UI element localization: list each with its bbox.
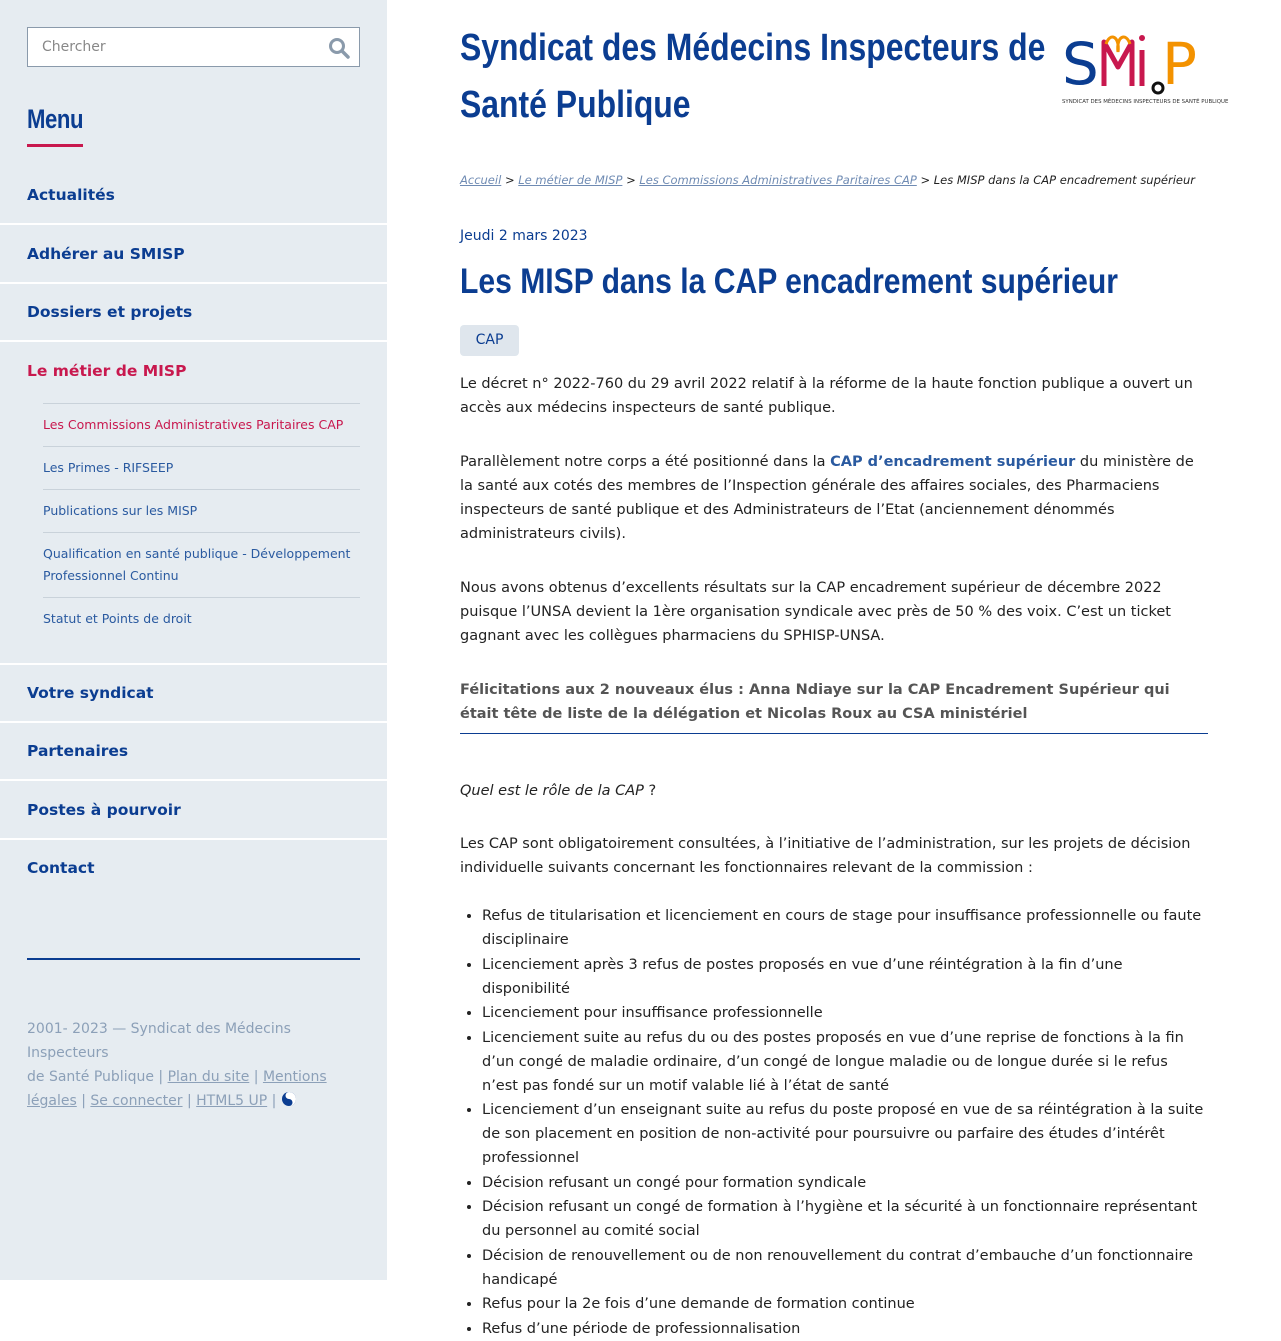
- paragraph: [460, 450, 1208, 546]
- svg-text:P: P: [1162, 30, 1197, 98]
- breadcrumb-home[interactable]: Accueil: [460, 173, 502, 187]
- footer-separator: |: [81, 1093, 86, 1109]
- spip-icon[interactable]: [281, 1091, 297, 1107]
- question-paragraph: [460, 779, 1208, 803]
- nav-item-partenaires[interactable]: [0, 723, 387, 781]
- search-input[interactable]: [28, 28, 308, 66]
- footer-link-mentions[interactable]: Mentions légales: [27, 1069, 327, 1109]
- nav-item-label: Dossiers et projets: [27, 303, 193, 321]
- breadcrumb-separator: >: [920, 173, 931, 187]
- list-item: • Refus pour la 2e fois d’une demande de formation continue: [482, 1292, 1208, 1316]
- question-mark: ?: [643, 783, 657, 799]
- paragraph: Les CAP sont obligatoirement consultées, à l’initiative de l’administration, sur les projets de décision individuelle suivants concernant les fonctionnaires relevant de la commission :: [460, 836, 1191, 876]
- subnav-item-cap[interactable]: Les Commissions Administratives Paritaires CAP: [43, 403, 360, 446]
- list-item: • Licenciement pour insuffisance professionnelle: [482, 1001, 1208, 1025]
- nav-item-postes[interactable]: [0, 782, 387, 840]
- footer-separator: |: [271, 1093, 277, 1109]
- footer-link-plan[interactable]: Plan du site: [167, 1069, 250, 1085]
- footer-copyright: 2001- 2023 — Syndicat des Médecins Inspecteurs: [27, 1021, 291, 1061]
- list-item: • Refus de titularisation et licenciement en cours de stage pour insuffisance professionnelle ou faute disciplinaire: [482, 904, 1208, 952]
- subnav-item-qualification[interactable]: Qualification en santé publique - Développement Professionnel Continu: [43, 532, 360, 597]
- question-text: Quel est le rôle de la CAP: [460, 783, 644, 799]
- paragraph-text: Parallèlement notre corps a été positionné dans la: [460, 454, 831, 470]
- nav-item-label: Votre syndicat: [27, 684, 154, 702]
- nav-item-label: Le métier de MISP: [27, 362, 187, 380]
- list-item: • Licenciement après 3 refus de postes proposés en vue d’une réintégration à la fin d’une disponibilité: [482, 953, 1208, 1001]
- list-item: • Licenciement d’un enseignant suite au refus du poste proposé en vue de sa réintégration à la suite de son placement en position de non-activité pour poursuivre ou parfaire des études d’intérêt professionnel: [482, 1098, 1208, 1170]
- list-item: • Décision refusant un congé de formation à l’hygiène et la sécurité à un fonctionnaire représentant du personnel au comité social: [482, 1195, 1208, 1243]
- footer-separator: |: [186, 1093, 192, 1109]
- decision-list: [482, 904, 1208, 1341]
- smisp-logo[interactable]: [1060, 22, 1229, 108]
- search-icon[interactable]: [327, 36, 351, 60]
- list-item: • Refus d’une période de professionnalisation: [482, 1317, 1208, 1341]
- nav-item-contact[interactable]: [0, 840, 387, 898]
- list-item: • Décision de renouvellement ou de non renouvellement du contrat d’embauche d’un fonctionnaire handicapé: [482, 1244, 1208, 1292]
- logo-caption: SYNDICAT DES MÉDECINS INSPECTEURS DE SANTÉ PUBLIQUE: [1062, 99, 1229, 105]
- nav-item-label: Contact: [27, 859, 95, 877]
- svg-text:S: S: [1062, 30, 1099, 98]
- sidebar: [0, 0, 387, 1280]
- nav-item-label: Actualités: [27, 186, 115, 204]
- menu-title: Menu: [27, 104, 84, 134]
- breadcrumb-level1[interactable]: Le métier de MISP: [518, 173, 623, 187]
- subnav-item-publications[interactable]: Publications sur les MISP: [43, 489, 360, 532]
- breadcrumb-separator: >: [504, 173, 515, 187]
- nav-item-label: Postes à pourvoir: [27, 801, 181, 819]
- subnav: [43, 403, 360, 640]
- nav-item-label: Adhérer au SMISP: [27, 245, 185, 263]
- sidebar-divider: [27, 958, 360, 960]
- list-item: • Licenciement suite au refus du ou des postes proposés en vue d’une reprise de fonctions à la fin d’un congé de maladie ordinaire, d’un congé de longue maladie ou de longue durée si le refus n’est pas fondé sur un motif valable lié à l’état de santé: [482, 1026, 1208, 1098]
- article-date: Jeudi 2 mars 2023: [460, 228, 588, 244]
- cap-link[interactable]: CAP d’encadrement supérieur: [830, 454, 1076, 470]
- menu-underline: [27, 144, 83, 147]
- nav-item-adherer[interactable]: [0, 226, 387, 284]
- tag-badge[interactable]: CAP: [460, 325, 519, 356]
- subnav-item-primes[interactable]: Les Primes - RIFSEEP: [43, 446, 360, 489]
- article-body: [460, 372, 1208, 1341]
- search-box: [27, 27, 360, 67]
- footer-link-login[interactable]: Se connecter: [90, 1093, 183, 1109]
- paragraph: Le décret n° 2022-760 du 29 avril 2022 relatif à la réforme de la haute fonction publique a ouvert un accès aux médecins inspecteurs de santé publique.: [460, 376, 1193, 416]
- nav-item-dossiers[interactable]: [0, 284, 387, 342]
- paragraph: Nous avons obtenus d’excellents résultats sur la CAP encadrement supérieur de décembre 2022 puisque l’UNSA devient la 1ère organisation syndicale avec près de 50 % des voix. C’est un ticket gagnant avec les collègues pharmaciens du SPHISP-UNSA.: [460, 580, 1171, 644]
- page-title: Les MISP dans la CAP encadrement supérieur: [460, 262, 1118, 301]
- footer-separator: |: [158, 1069, 164, 1085]
- sidebar-footer: [27, 1017, 347, 1113]
- paragraph-text: du ministère de la santé aux cotés des membres de l’Inspection générale des affaires sociales, des Pharmaciens inspecteurs de santé publique et des Administrateurs de l’Etat (anciennement dénommés administrateurs civils).: [460, 454, 1194, 542]
- breadcrumb-separator: >: [626, 173, 636, 187]
- subnav-item-statut[interactable]: Statut et Points de droit: [43, 597, 360, 640]
- nav-item-label: Partenaires: [27, 742, 129, 760]
- site-title[interactable]: Syndicat des Médecins Inspecteurs de Santé Publique: [460, 27, 1046, 126]
- nav-item-actualites[interactable]: [0, 167, 387, 225]
- breadcrumb: [460, 173, 1195, 187]
- list-item: • Décision refusant un congé pour formation syndicale: [482, 1171, 1208, 1195]
- divider: [460, 733, 1208, 734]
- breadcrumb-current: Les MISP dans la CAP encadrement supérieur: [933, 173, 1195, 187]
- footer-separator: |: [253, 1069, 259, 1085]
- nav-item-votre-syndicat[interactable]: [0, 665, 387, 723]
- footer-link-html5up[interactable]: HTML5 UP: [196, 1093, 268, 1109]
- breadcrumb-level2[interactable]: Les Commissions Administratives Paritaires CAP: [639, 173, 917, 187]
- footer-copyright-line2: de Santé Publique: [27, 1069, 154, 1085]
- congratulations-paragraph: Félicitations aux 2 nouveaux élus : Anna Ndiaye sur la CAP Encadrement Supérieur qui était tête de liste de la délégation et Nicolas Roux au CSA ministériel: [460, 682, 1170, 722]
